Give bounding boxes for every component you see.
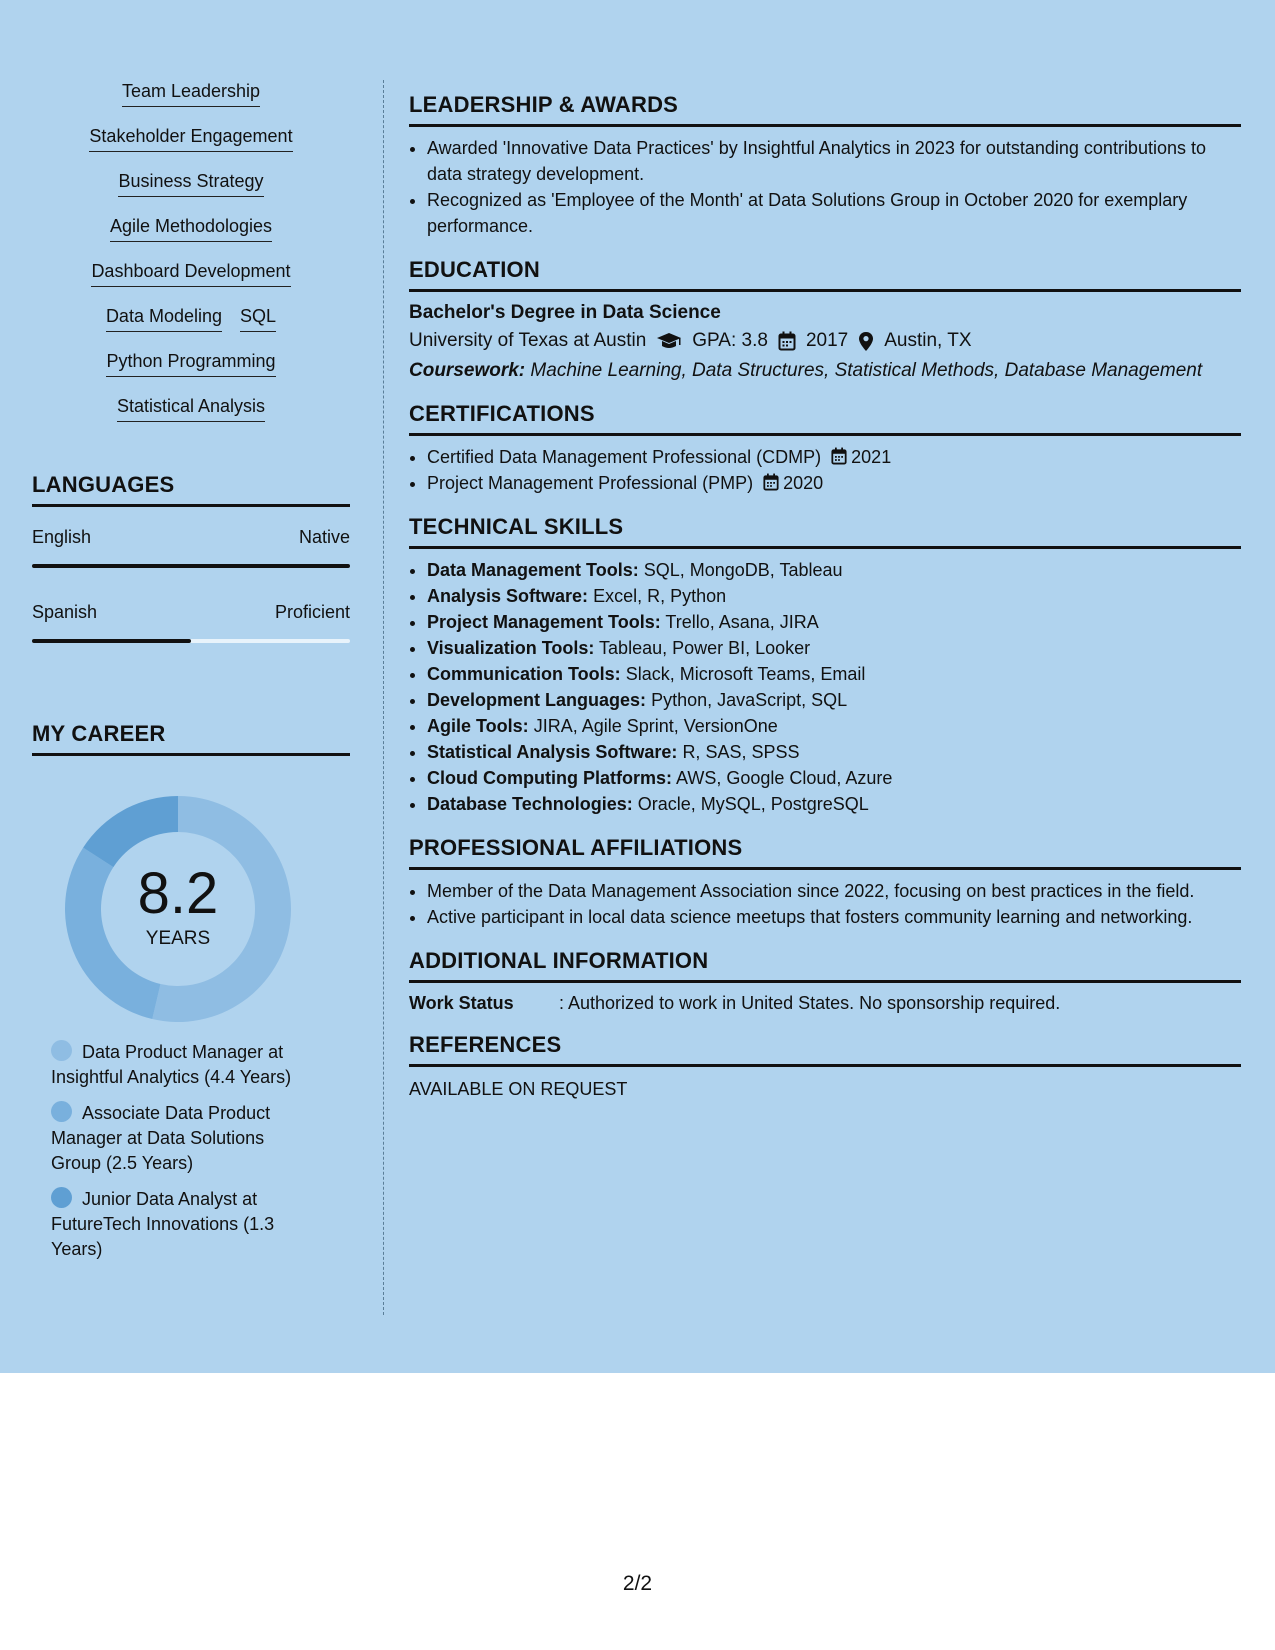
technical-skills-section	[409, 514, 1241, 817]
legend-dot	[51, 1040, 72, 1061]
tech-skill-value: JIRA, Agile Sprint, VersionOne	[533, 716, 778, 736]
tech-skill-value: Trello, Asana, JIRA	[665, 612, 819, 632]
languages-section	[32, 472, 350, 643]
award-item: • Awarded 'Innovative Data Practices' by Insightful Analytics in 2023 for outstanding contributions to data strategy development.	[427, 135, 1241, 187]
right-column	[409, 92, 1241, 1118]
school-name: University of Texas at Austin	[409, 330, 647, 351]
references-title: REFERENCES	[409, 1032, 1241, 1067]
location-pin-icon	[858, 331, 874, 352]
language-item	[32, 527, 350, 568]
certification-item	[427, 444, 1241, 470]
left-column	[32, 80, 350, 1273]
language-name: English	[32, 527, 92, 547]
career-legend	[51, 1040, 311, 1262]
tech-skill-label: Communication Tools:	[427, 664, 621, 684]
skill-tag: Team Leadership	[122, 80, 260, 107]
skill-tag: Data Modeling	[106, 305, 222, 332]
certification-item	[427, 470, 1241, 496]
skill-tag: Python Programming	[106, 350, 275, 377]
total-years-label: YEARS	[145, 928, 211, 949]
tech-skill-value: Oracle, MySQL, PostgreSQL	[637, 794, 869, 814]
certification-name: Project Management Professional (PMP)	[427, 473, 754, 493]
language-level: Native	[298, 527, 350, 547]
language-bar-fill	[32, 639, 191, 643]
skill-tag: Business Strategy	[118, 170, 263, 197]
tech-skill-item	[427, 661, 1241, 687]
skill-tag: Statistical Analysis	[117, 395, 265, 422]
affiliation-item: • Member of the Data Management Association since 2022, focusing on best practices in the field.	[427, 878, 1241, 904]
degree: Bachelor's Degree in Data Science	[409, 302, 721, 323]
total-years: 8.2	[137, 861, 219, 926]
affiliations-title: PROFESSIONAL AFFILIATIONS	[409, 835, 1241, 870]
calendar-icon	[831, 447, 847, 465]
education-section	[409, 257, 1241, 383]
leadership-section	[409, 92, 1241, 239]
tech-skill-value: Slack, Microsoft Teams, Email	[625, 664, 866, 684]
donut-center	[65, 796, 291, 1022]
school-location: Austin, TX	[884, 330, 972, 351]
page-number: 2/2	[622, 1572, 653, 1595]
tech-skill-label: Project Management Tools:	[427, 612, 661, 632]
legend-label: Junior Data Analyst at FutureTech Innovations (1.3 Years)	[51, 1189, 275, 1259]
affiliations-section	[409, 835, 1241, 930]
tech-skill-item	[427, 557, 1241, 583]
additional-info-title: ADDITIONAL INFORMATION	[409, 948, 1241, 983]
coursework-label: Coursework:	[409, 360, 526, 381]
legend-label: Data Product Manager at Insightful Analytics (4.4 Years)	[51, 1042, 292, 1087]
language-bar	[32, 639, 350, 643]
tech-skill-value: SQL, MongoDB, Tableau	[643, 560, 843, 580]
legend-item	[51, 1187, 311, 1262]
tech-skill-item	[427, 791, 1241, 817]
languages-title: LANGUAGES	[32, 472, 350, 507]
certification-name: Certified Data Management Professional (CDMP)	[427, 447, 822, 467]
leadership-title: LEADERSHIP & AWARDS	[409, 92, 1241, 127]
calendar-icon	[763, 473, 779, 491]
references-section	[409, 1032, 1241, 1100]
tech-skill-item	[427, 687, 1241, 713]
language-item	[32, 602, 350, 643]
legend-label: Associate Data Product Manager at Data Solutions Group (2.5 Years)	[51, 1103, 271, 1173]
gpa: GPA: 3.8	[692, 330, 768, 351]
tech-skill-item	[427, 765, 1241, 791]
tech-skill-label: Database Technologies:	[427, 794, 633, 814]
technical-skills-title: TECHNICAL SKILLS	[409, 514, 1241, 549]
language-bar	[32, 564, 350, 568]
skill-tag: Dashboard Development	[91, 260, 290, 287]
tech-skill-label: Visualization Tools:	[427, 638, 595, 658]
skill-tag: Stakeholder Engagement	[89, 125, 292, 152]
tech-skill-value: Excel, R, Python	[593, 586, 727, 606]
language-name: Spanish	[32, 602, 98, 622]
coursework	[409, 358, 1241, 383]
tech-skill-label: Cloud Computing Platforms:	[427, 768, 672, 788]
tech-skill-label: Data Management Tools:	[427, 560, 639, 580]
language-bar-fill	[32, 564, 350, 568]
certifications-title: CERTIFICATIONS	[409, 401, 1241, 436]
award-item: • Recognized as 'Employee of the Month' at Data Solutions Group in October 2020 for exemplary performance.	[427, 187, 1241, 239]
graduation-year: 2017	[805, 330, 849, 351]
references-text: AVAILABLE ON REQUEST	[409, 1079, 628, 1099]
certifications-section	[409, 401, 1241, 496]
tech-skill-item	[427, 739, 1241, 765]
tech-skill-label: Development Languages:	[427, 690, 647, 710]
certification-year: 2021	[851, 447, 892, 467]
tech-skill-item	[427, 583, 1241, 609]
work-status-label: Work Status	[409, 993, 514, 1013]
tech-skill-value: AWS, Google Cloud, Azure	[676, 768, 893, 788]
skill-tag: Agile Methodologies	[110, 215, 272, 242]
education-title: EDUCATION	[409, 257, 1241, 292]
tech-skill-label: Statistical Analysis Software:	[427, 742, 678, 762]
language-level: Proficient	[274, 602, 350, 622]
career-title: MY CAREER	[32, 721, 350, 756]
legend-dot	[51, 1101, 72, 1122]
calendar-icon	[778, 331, 796, 351]
tech-skill-item	[427, 713, 1241, 739]
skills-list	[32, 80, 350, 440]
tech-skill-item	[427, 609, 1241, 635]
coursework-list: Machine Learning, Data Structures, Statistical Methods, Database Management	[530, 360, 1203, 381]
column-divider	[383, 80, 384, 1315]
legend-dot	[51, 1187, 72, 1208]
tech-skill-value: Tableau, Power BI, Looker	[599, 638, 811, 658]
tech-skill-value: Python, JavaScript, SQL	[651, 690, 848, 710]
career-section	[32, 721, 350, 1262]
additional-info-section	[409, 948, 1241, 1014]
skill-tag: SQL	[240, 305, 276, 332]
work-status-value: : Authorized to work in United States. No sponsorship required.	[559, 993, 1061, 1013]
tech-skill-value: R, SAS, SPSS	[682, 742, 800, 762]
tech-skill-label: Agile Tools:	[427, 716, 529, 736]
legend-item	[51, 1101, 311, 1176]
tech-skill-item	[427, 635, 1241, 661]
affiliation-item: • Active participant in local data science meetups that fosters community learning and networking.	[427, 904, 1241, 930]
legend-item	[51, 1040, 311, 1090]
certification-year: 2020	[783, 473, 824, 493]
tech-skill-label: Analysis Software:	[427, 586, 589, 606]
graduation-cap-icon	[656, 331, 682, 351]
career-donut-chart	[32, 774, 350, 1024]
